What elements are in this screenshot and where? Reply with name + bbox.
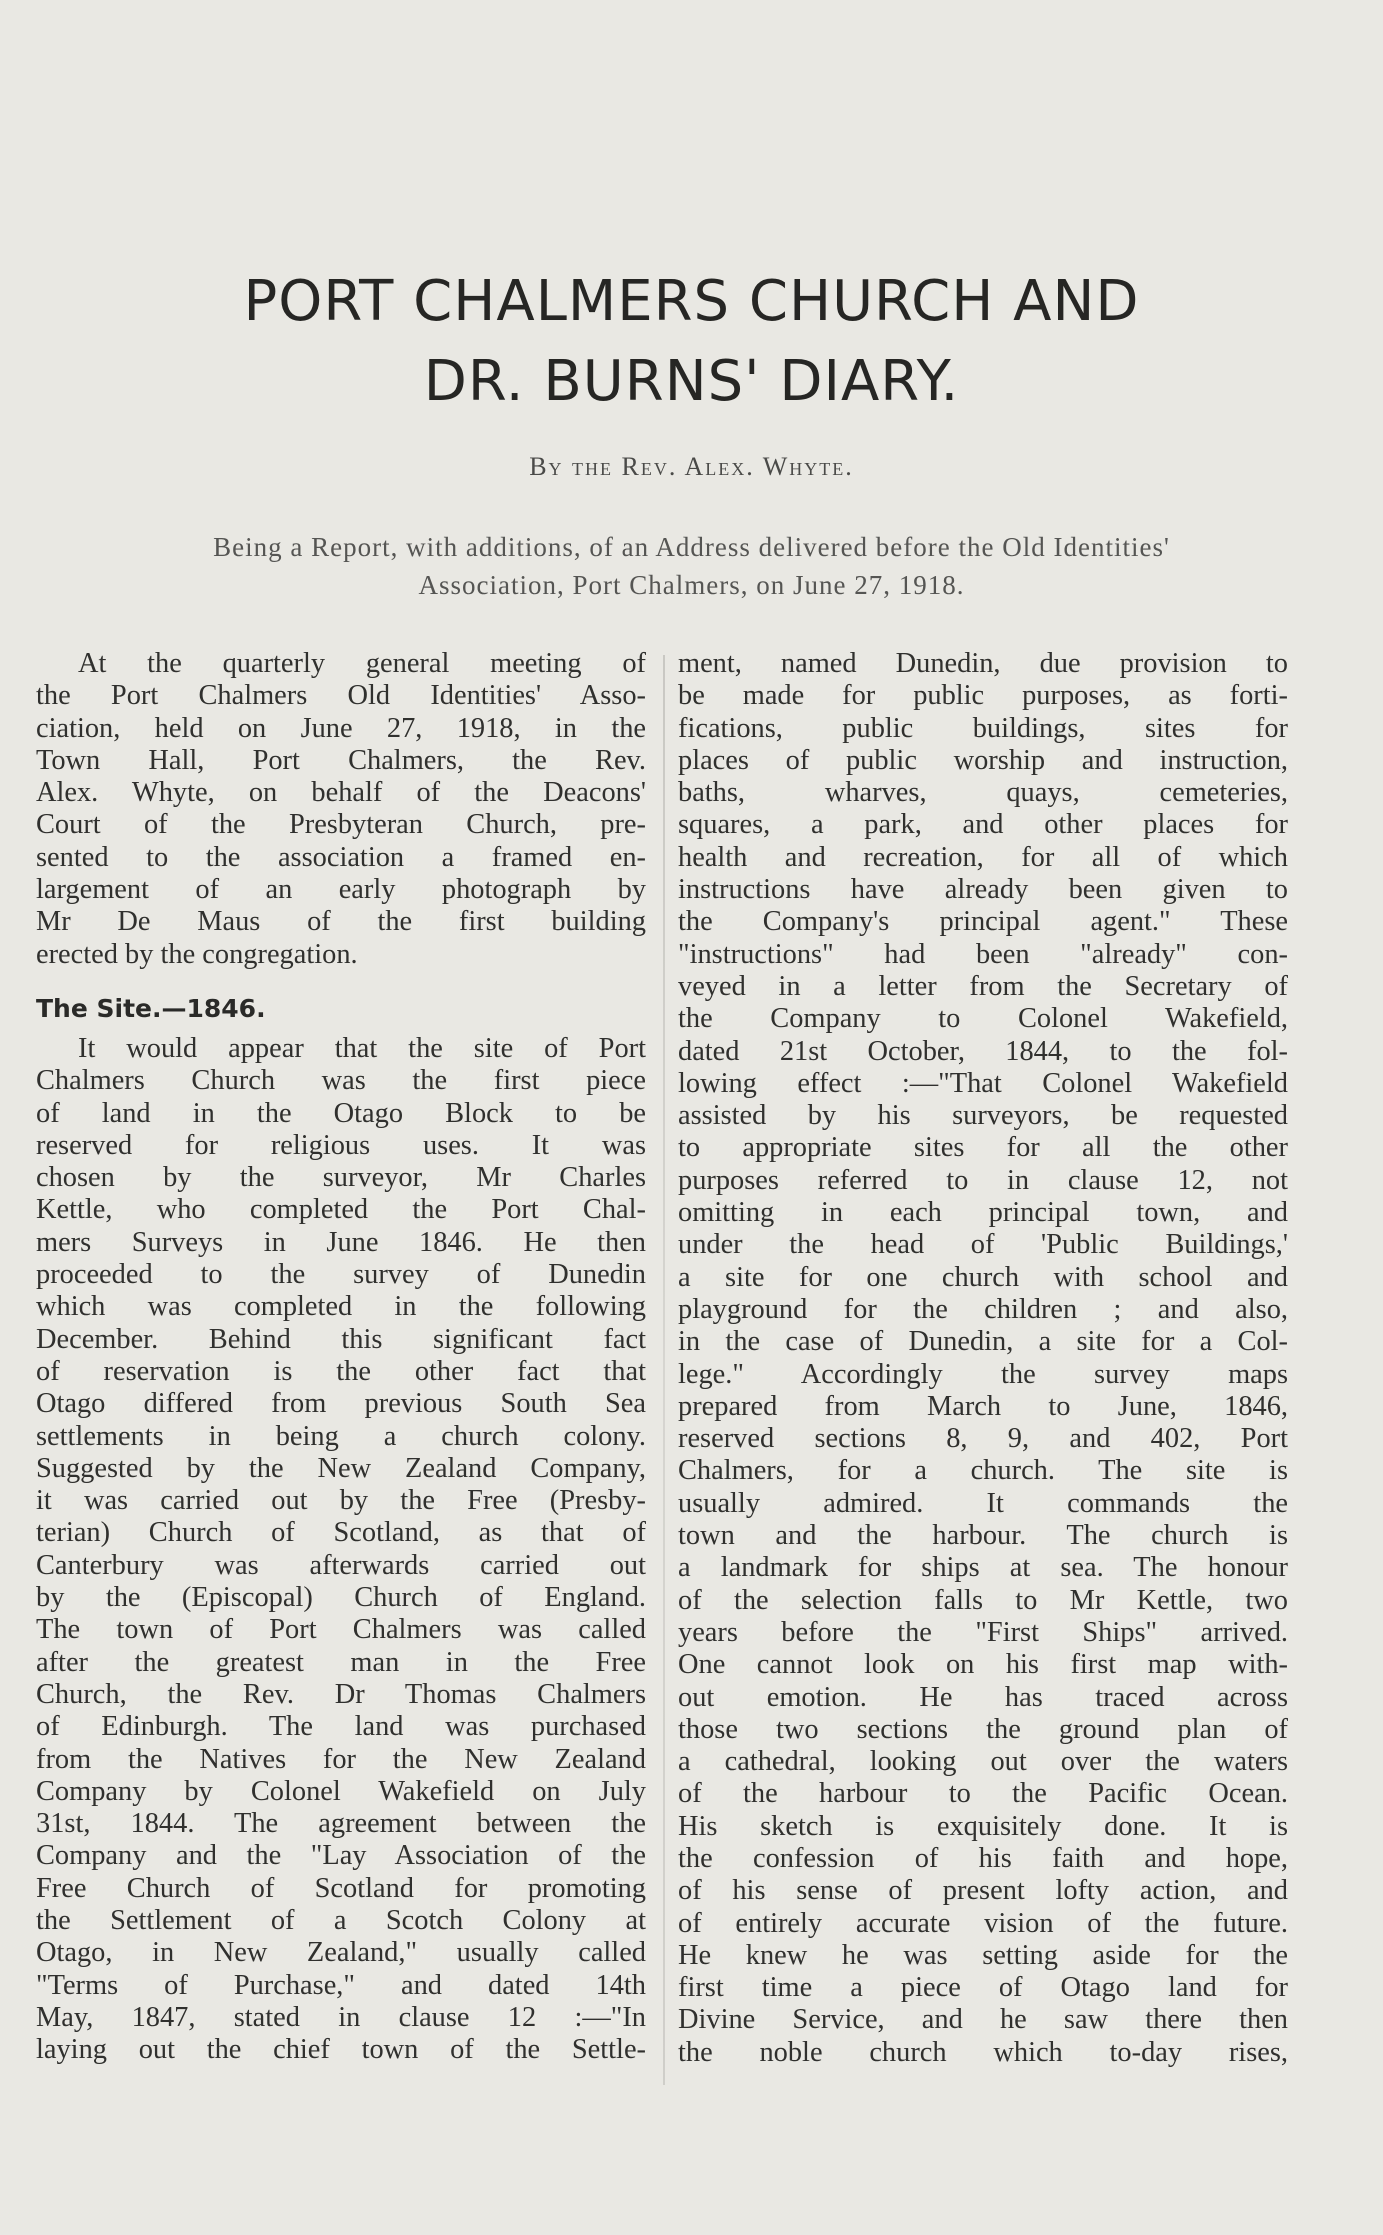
text-line: December. Behind this significant fact	[36, 1323, 646, 1355]
text-line: in the case of Dunedin, a site for a Col-	[678, 1326, 1288, 1358]
text-line: terian) Church of Scotland, as that of	[36, 1517, 646, 1549]
text-line: from the Natives for the New Zealand	[36, 1743, 646, 1775]
text-line: be made for public purposes, as forti-	[678, 680, 1288, 712]
text-line: Canterbury was afterwards carried out	[36, 1549, 646, 1581]
text-line: those two sections the ground plan of	[678, 1713, 1288, 1745]
text-line: first time a piece of Otago land for	[678, 1972, 1288, 2004]
site-paragraph	[36, 1033, 646, 2067]
text-line: It would appear that the site of Port	[78, 1032, 646, 1064]
text-line: years before the "First Ships" arrived.	[678, 1616, 1288, 1648]
text-line: "Terms of Purchase," and dated 14th	[36, 1969, 646, 2001]
text-line: it was carried out by the Free (Presby-	[36, 1485, 646, 1517]
intro-note	[0, 528, 1383, 604]
text-line: His sketch is exquisitely done. It is	[678, 1810, 1288, 1842]
text-line: of reservation is the other fact that	[36, 1355, 646, 1387]
title-line-2: DR. BURNS' DIARY.	[423, 349, 960, 414]
text-line: of the selection falls to Mr Kettle, two	[678, 1584, 1288, 1616]
text-line: mers Surveys in June 1846. He then	[36, 1226, 646, 1258]
text-line: Chalmers, for a church. The site is	[678, 1455, 1288, 1487]
text-line: veyed in a letter from the Secretary of	[678, 970, 1288, 1002]
text-line: after the greatest man in the Free	[36, 1646, 646, 1678]
text-line: instructions have already been given to	[678, 874, 1288, 906]
text-line: Town Hall, Port Chalmers, the Rev.	[36, 744, 646, 776]
text-line: of land in the Otago Block to be	[36, 1097, 646, 1129]
text-line: reserved for religious uses. It was	[36, 1129, 646, 1161]
text-line: the confession of his faith and hope,	[678, 1842, 1288, 1874]
text-line: May, 1847, stated in clause 12 :—"In	[36, 2001, 646, 2033]
text-line: Chalmers Church was the first piece	[36, 1065, 646, 1097]
text-line: by the (Episcopal) Church of England.	[36, 1582, 646, 1614]
title-line-1: PORT CHALMERS CHURCH AND	[243, 269, 1140, 334]
text-line: Court of the Presbyteran Church, pre-	[36, 809, 646, 841]
text-line: the Port Chalmers Old Identities' Asso-	[36, 680, 646, 712]
text-line: proceeded to the survey of Dunedin	[36, 1259, 646, 1291]
text-line: Otago, in New Zealand," usually called	[36, 1937, 646, 1969]
text-line: Alex. Whyte, on behalf of the Deacons'	[36, 777, 646, 809]
text-line: Free Church of Scotland for promoting	[36, 1872, 646, 1904]
intro-line-2: Association, Port Chalmers, on June 27, 1918.	[418, 570, 965, 600]
text-line: the Settlement of a Scotch Colony at	[36, 1904, 646, 1936]
text-line: a site for one church with school and	[678, 1261, 1288, 1293]
opening-paragraph	[36, 648, 646, 971]
intro-line-1: Being a Report, with additions, of an Address delivered before the Old Identities'	[213, 532, 1170, 562]
column-divider	[663, 655, 665, 2085]
right-column	[678, 648, 1288, 2069]
text-line: assisted by his surveyors, be requested	[678, 1100, 1288, 1132]
article-title	[0, 262, 1383, 422]
section-heading: The Site.—1846.	[36, 993, 266, 1023]
text-line: largement of an early photograph by	[36, 874, 646, 906]
text-line: settlements in being a church colony.	[36, 1420, 646, 1452]
text-line: town and the harbour. The church is	[678, 1520, 1288, 1552]
text-line: lege." Accordingly the survey maps	[678, 1358, 1288, 1390]
text-line: At the quarterly general meeting of	[78, 648, 646, 679]
text-line: of his sense of present lofty action, and	[678, 1875, 1288, 1907]
text-line: omitting in each principal town, and	[678, 1197, 1288, 1229]
text-line: Company by Colonel Wakefield on July	[36, 1775, 646, 1807]
text-line: of Edinburgh. The land was purchased	[36, 1711, 646, 1743]
text-line: under the head of 'Public Buildings,'	[678, 1229, 1288, 1261]
text-line: reserved sections 8, 9, and 402, Port	[678, 1423, 1288, 1455]
text-line: ment, named Dunedin, due provision to	[678, 648, 1288, 679]
text-line: to appropriate sites for all the other	[678, 1132, 1288, 1164]
text-line: the Company's principal agent." These	[678, 906, 1288, 938]
text-line: a cathedral, looking out over the waters	[678, 1746, 1288, 1778]
left-column	[36, 648, 646, 2066]
text-line: purposes referred to in clause 12, not	[678, 1164, 1288, 1196]
text-line: baths, wharves, quays, cemeteries,	[678, 777, 1288, 809]
text-line: places of public worship and instruction,	[678, 744, 1288, 776]
text-line: sented to the association a framed en-	[36, 841, 646, 873]
text-line: erected by the congregation.	[36, 938, 358, 970]
text-line: laying out the chief town of the Settle-	[36, 2034, 646, 2066]
text-line: of entirely accurate vision of the future.	[678, 1907, 1288, 1939]
text-line: Mr De Maus of the first building	[36, 906, 646, 938]
text-line: of the harbour to the Pacific Ocean.	[678, 1778, 1288, 1810]
text-line: usually admired. It commands the	[678, 1487, 1288, 1519]
text-line: One cannot look on his first map with-	[678, 1649, 1288, 1681]
author-byline: By the Rev. Alex. Whyte.	[529, 452, 854, 481]
text-line: Kettle, who completed the Port Chal-	[36, 1194, 646, 1226]
text-line: prepared from March to June, 1846,	[678, 1390, 1288, 1422]
text-line: out emotion. He has traced across	[678, 1681, 1288, 1713]
text-line: "instructions" had been "already" con-	[678, 938, 1288, 970]
text-line: ciation, held on June 27, 1918, in the	[36, 712, 646, 744]
text-line: The town of Port Chalmers was called	[36, 1614, 646, 1646]
text-line: 31st, 1844. The agreement between the	[36, 1808, 646, 1840]
text-line: playground for the children ; and also,	[678, 1293, 1288, 1325]
text-line: which was completed in the following	[36, 1291, 646, 1323]
text-line: Church, the Rev. Dr Thomas Chalmers	[36, 1678, 646, 1710]
text-line: the Company to Colonel Wakefield,	[678, 1003, 1288, 1035]
text-line: a landmark for ships at sea. The honour	[678, 1552, 1288, 1584]
text-line: squares, a park, and other places for	[678, 809, 1288, 841]
text-line: lowing effect :—"That Colonel Wakefield	[678, 1067, 1288, 1099]
text-line: Otago differed from previous South Sea	[36, 1388, 646, 1420]
text-line: Company and the "Lay Association of the	[36, 1840, 646, 1872]
text-line: Divine Service, and he saw there then	[678, 2004, 1288, 2036]
text-line: chosen by the surveyor, Mr Charles	[36, 1162, 646, 1194]
text-line: dated 21st October, 1844, to the fol-	[678, 1035, 1288, 1067]
text-line: He knew he was setting aside for the	[678, 1939, 1288, 1971]
text-line: health and recreation, for all of which	[678, 841, 1288, 873]
text-line: the noble church which to-day rises,	[678, 2036, 1288, 2068]
text-line: fications, public buildings, sites for	[678, 712, 1288, 744]
text-line: Suggested by the New Zealand Company,	[36, 1452, 646, 1484]
